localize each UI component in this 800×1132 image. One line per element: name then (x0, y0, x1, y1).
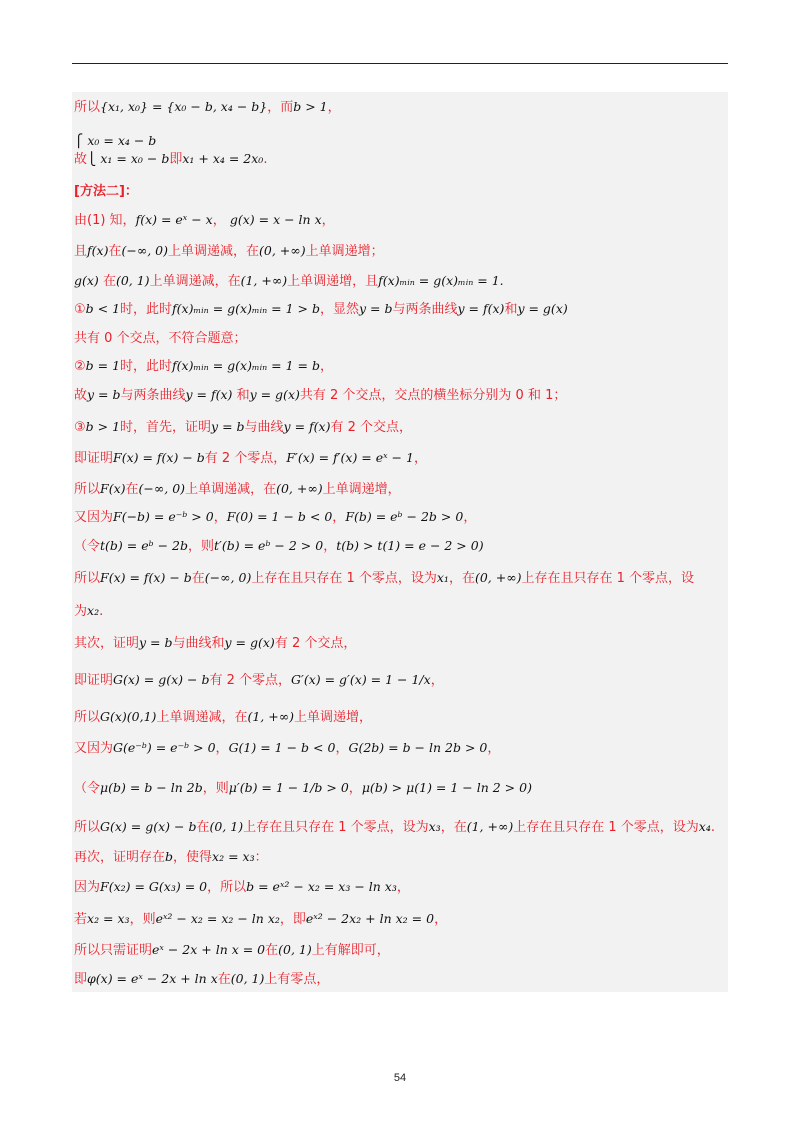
solution-line (74, 209, 335, 231)
math-expression: G(2b) = b − ln 2b > 0 (348, 740, 488, 755)
solution-line (74, 506, 476, 528)
math-expression: (0, 1) (230, 971, 265, 986)
math-expression: t′(b) = eᵇ − 2 > 0 (214, 538, 324, 553)
math-expression: (0, +∞) (474, 570, 522, 585)
text-run: 与曲线和 (172, 636, 225, 651)
solution-line (74, 669, 444, 691)
text-run: 即 (74, 972, 88, 987)
math-expression: (0, +∞) (276, 481, 323, 496)
text-run: 上单调递减，在 (185, 482, 277, 497)
text-run: ， (321, 213, 335, 228)
solution-line (74, 270, 504, 292)
math-expression: G(x) = g(x) − b (100, 819, 197, 834)
text-run: ， (320, 359, 334, 374)
solution-line (74, 478, 401, 500)
math-expression: x₄ (698, 819, 711, 834)
math-expression: eˣ² − 2x₂ + ln x₂ = 0 (305, 911, 435, 926)
text-run: 与曲线 (244, 420, 284, 435)
math-expression: f(x)ₘᵢₙ = g(x)ₘᵢₙ = 1. (378, 273, 504, 288)
text-run: 若 (74, 912, 88, 927)
text-run: 所以 (74, 710, 101, 725)
text-run: 有 2 个交点， (274, 636, 357, 651)
text-run: ， (215, 741, 229, 756)
text-run: 有 2 个零点， (209, 673, 291, 688)
text-run: 有 2 个零点， (204, 451, 287, 466)
math-expression: μ(b) > μ(1) = 1 − ln 2 > 0) (361, 780, 532, 795)
math-expression: b < 1 (85, 301, 121, 316)
text-run: ，则 (188, 539, 215, 554)
math-expression: x₂ = x₃ (87, 911, 130, 926)
text-run: 在 (191, 571, 205, 586)
math-expression: F(b) = eᵇ − 2b > 0 (345, 509, 464, 524)
math-expression: (−∞, 0) (204, 570, 252, 585)
math-expression: {x₁, x₀} = {x₀ − b, x₄ − b} (100, 99, 268, 114)
text-run: ， (332, 510, 346, 525)
math-expression: y = f(x) (283, 419, 331, 434)
math-expression: eˣ − 2x + ln x = 0 (152, 942, 266, 957)
math-expression: F(0) = 1 − b < 0 (226, 509, 333, 524)
text-run: 共有 2 个交点，交点的横坐标分别为 0 和 1； (299, 388, 567, 403)
math-expression: x₂ (87, 603, 100, 618)
text-run: 所以 (74, 100, 101, 115)
math-expression: b = 1 (85, 358, 121, 373)
text-run: 因为 (74, 880, 101, 895)
text-run: ， (323, 539, 337, 554)
text-run: 上单调递增； (305, 244, 384, 259)
text-run: [方法二]： (74, 184, 138, 199)
text-run: 在 (125, 482, 139, 497)
text-run: 即证明 (74, 451, 114, 466)
text-run: 有 2 个交点， (330, 420, 413, 435)
math-expression: (0, 1) (115, 273, 150, 288)
text-run: 又因为 (74, 510, 114, 525)
text-run: 在 (196, 820, 210, 835)
math-expression: G(x) = g(x) − b (113, 672, 210, 687)
solution-line (74, 968, 329, 990)
text-run: 又因为 (74, 741, 114, 756)
math-expression: G(x)(0,1) (100, 709, 157, 724)
solution-line (74, 240, 384, 262)
text-run: ， (213, 510, 227, 525)
text-run: ，即 (279, 912, 306, 927)
text-run: 为 (74, 604, 88, 619)
solution-line (74, 447, 427, 469)
text-run: . (99, 604, 104, 619)
math-expression: y = b (359, 301, 393, 316)
page-number: 54 (393, 1072, 407, 1084)
math-expression: F′(x) = f′(x) = eˣ − 1 (286, 450, 414, 465)
math-expression: (0, 1) (209, 819, 244, 834)
text-run: 时，此时 (120, 359, 173, 374)
math-expression: (1, +∞) (466, 819, 514, 834)
solution-line (74, 355, 333, 377)
solution-line (74, 939, 390, 961)
text-run: 与两条曲线 (120, 388, 186, 403)
text-run: ， (335, 741, 349, 756)
math-expression: g(x) (74, 273, 99, 288)
text-run: 所以 (74, 820, 101, 835)
solution-line (74, 706, 372, 728)
solution-line (74, 777, 532, 799)
solution-line (74, 298, 568, 320)
math-expression: b > 1 (293, 99, 328, 114)
text-run: 即证明 (74, 673, 114, 688)
text-run: 上单调递减，在 (149, 274, 241, 289)
math-expression: G(e⁻ᵇ) = e⁻ᵇ > 0 (113, 740, 216, 755)
math-expression: y = g(x) (224, 635, 275, 650)
text-run: ，使得 (173, 850, 213, 865)
text-run: 由(1) 知， (74, 213, 136, 228)
text-run: 在 (265, 943, 279, 958)
math-expression: (1, +∞) (247, 709, 294, 724)
text-run: 共有 0 个交点，不符合题意； (74, 331, 247, 346)
method-heading (74, 181, 138, 203)
math-expression: b = eˣ² − x₂ = x₃ − ln x₃ (246, 879, 397, 894)
math-expression: ⎩ x₁ = x₀ − b (87, 151, 170, 166)
text-run: 故 (74, 152, 88, 167)
text-run: 在 (108, 244, 122, 259)
math-expression: y = b (211, 419, 245, 434)
text-run: ② (74, 359, 86, 374)
text-run: 和 (232, 388, 250, 403)
text-run: ，则 (202, 781, 229, 796)
math-expression: F(x) (100, 481, 126, 496)
solution-line (74, 96, 341, 118)
text-run: 时，首先，证明 (120, 420, 212, 435)
math-expression: F(−b) = e⁻ᵇ > 0 (113, 509, 214, 524)
text-run: ， (434, 912, 448, 927)
solution-line (74, 816, 715, 838)
text-run: 即 (169, 152, 183, 167)
text-run: 再次，证明存在 (74, 850, 166, 865)
text-run: 上单调递减，在 (156, 710, 248, 725)
solution-line (74, 846, 268, 868)
text-run: ， (212, 213, 230, 228)
math-expression: ⎧ x₀ = x₄ − b (74, 133, 157, 148)
text-run: 故 (74, 388, 88, 403)
text-run: 上单调递增， (294, 710, 373, 725)
text-run: ， (487, 741, 501, 756)
math-expression: F(x) = f(x) − b (100, 570, 192, 585)
math-expression: G′(x) = g′(x) = 1 − 1/x (291, 672, 431, 687)
solution-line (74, 384, 566, 406)
solution-line (74, 600, 103, 622)
text-run: 上单调递增， (322, 482, 401, 497)
solution-line (74, 328, 247, 350)
text-run: 且 (74, 244, 88, 259)
math-expression: t(b) > t(1) = e − 2 > 0) (336, 538, 484, 553)
math-expression: x₂ = x₃ (212, 849, 255, 864)
text-run: ， (463, 510, 477, 525)
text-run: 上存在且只存在 1 个零点，设为 (513, 820, 699, 835)
math-expression: y = b (139, 635, 173, 650)
solution-line (74, 876, 410, 898)
text-run: （令 (74, 781, 101, 796)
text-run: 上存在且只存在 1 个零点，设 (521, 571, 695, 586)
math-expression: G(1) = 1 − b < 0 (228, 740, 336, 755)
math-expression: μ(b) = b − ln 2b (100, 780, 203, 795)
text-run: 上单调递增，且 (287, 274, 379, 289)
text-run: ，则 (129, 912, 156, 927)
text-run: ，而 (267, 100, 294, 115)
math-expression: (1, +∞) (240, 273, 288, 288)
math-expression: x₁ (436, 570, 449, 585)
text-run: 上有零点， (264, 972, 330, 987)
math-expression: y = f(x) (457, 301, 505, 316)
text-run: 其次，证明 (74, 636, 140, 651)
text-run: 上有解即可， (311, 943, 390, 958)
text-run: 与两条曲线 (392, 302, 458, 317)
text-run: . (710, 820, 715, 835)
text-run: 所以 (74, 571, 101, 586)
math-expression: x₁ + x₄ = 2x₀ (182, 151, 264, 166)
math-expression: μ′(b) = 1 − 1/b > 0 (228, 780, 349, 795)
math-expression: y = g(x) (517, 301, 568, 316)
text-run: 上存在且只存在 1 个零点，设为 (243, 820, 429, 835)
text-run: ， (327, 100, 341, 115)
solution-line (74, 148, 267, 170)
math-expression: (−∞, 0) (138, 481, 186, 496)
math-expression: y = g(x) (249, 387, 300, 402)
math-expression: y = b (87, 387, 121, 402)
math-expression: (0, 1) (278, 942, 312, 957)
text-run: . (263, 152, 268, 167)
math-expression: x₃ (428, 819, 441, 834)
solution-line (74, 567, 694, 589)
text-run: 上单调递减，在 (168, 244, 260, 259)
text-run: 所以 (74, 482, 101, 497)
solution-line (74, 908, 447, 930)
solution-line (74, 416, 412, 438)
text-run: （令 (74, 539, 101, 554)
math-expression: (−∞, 0) (121, 243, 169, 258)
text-run: ： (254, 850, 268, 865)
text-run: ① (74, 302, 86, 317)
math-expression: y = f(x) (185, 387, 233, 402)
text-run: 上存在且只存在 1 个零点，设为 (251, 571, 437, 586)
math-expression: F(x₂) = G(x₃) = 0 (100, 879, 208, 894)
math-expression: t(b) = eᵇ − 2b (100, 538, 188, 553)
math-expression: φ(x) = eˣ − 2x + ln x (87, 971, 218, 986)
math-expression: F(x) = f(x) − b (113, 450, 205, 465)
math-expression: eˣ² − x₂ = x₂ − ln x₂ (155, 911, 280, 926)
solution-line (74, 737, 500, 759)
text-run: 时，此时 (120, 302, 173, 317)
text-run: ， (348, 781, 362, 796)
math-expression: f(x) (87, 243, 109, 258)
solution-line (74, 535, 484, 557)
math-expression: f(x) = eˣ − x (135, 212, 213, 227)
text-run: 和 (504, 302, 518, 317)
math-expression: f(x)ₘᵢₙ = g(x)ₘᵢₙ = 1 = b (172, 358, 320, 373)
text-run: 所以只需证明 (74, 943, 153, 958)
text-run: 在 (217, 972, 231, 987)
text-run: ③ (74, 420, 86, 435)
math-expression: b (165, 849, 174, 864)
math-expression: f(x)ₘᵢₙ = g(x)ₘᵢₙ = 1 > b (172, 301, 320, 316)
math-expression: g(x) = x − ln x (229, 212, 322, 227)
text-run: ，所以 (207, 880, 247, 895)
text-run: ， (413, 451, 427, 466)
text-run: ， (430, 673, 444, 688)
header-rule (72, 63, 728, 64)
math-expression: b > 1 (85, 419, 121, 434)
math-expression: (0, +∞) (259, 243, 306, 258)
text-run: ，在 (440, 820, 467, 835)
text-run: ，显然 (320, 302, 360, 317)
text-run: ，在 (448, 571, 475, 586)
text-run: ， (396, 880, 410, 895)
solution-line (74, 632, 356, 654)
text-run: 在 (98, 274, 116, 289)
